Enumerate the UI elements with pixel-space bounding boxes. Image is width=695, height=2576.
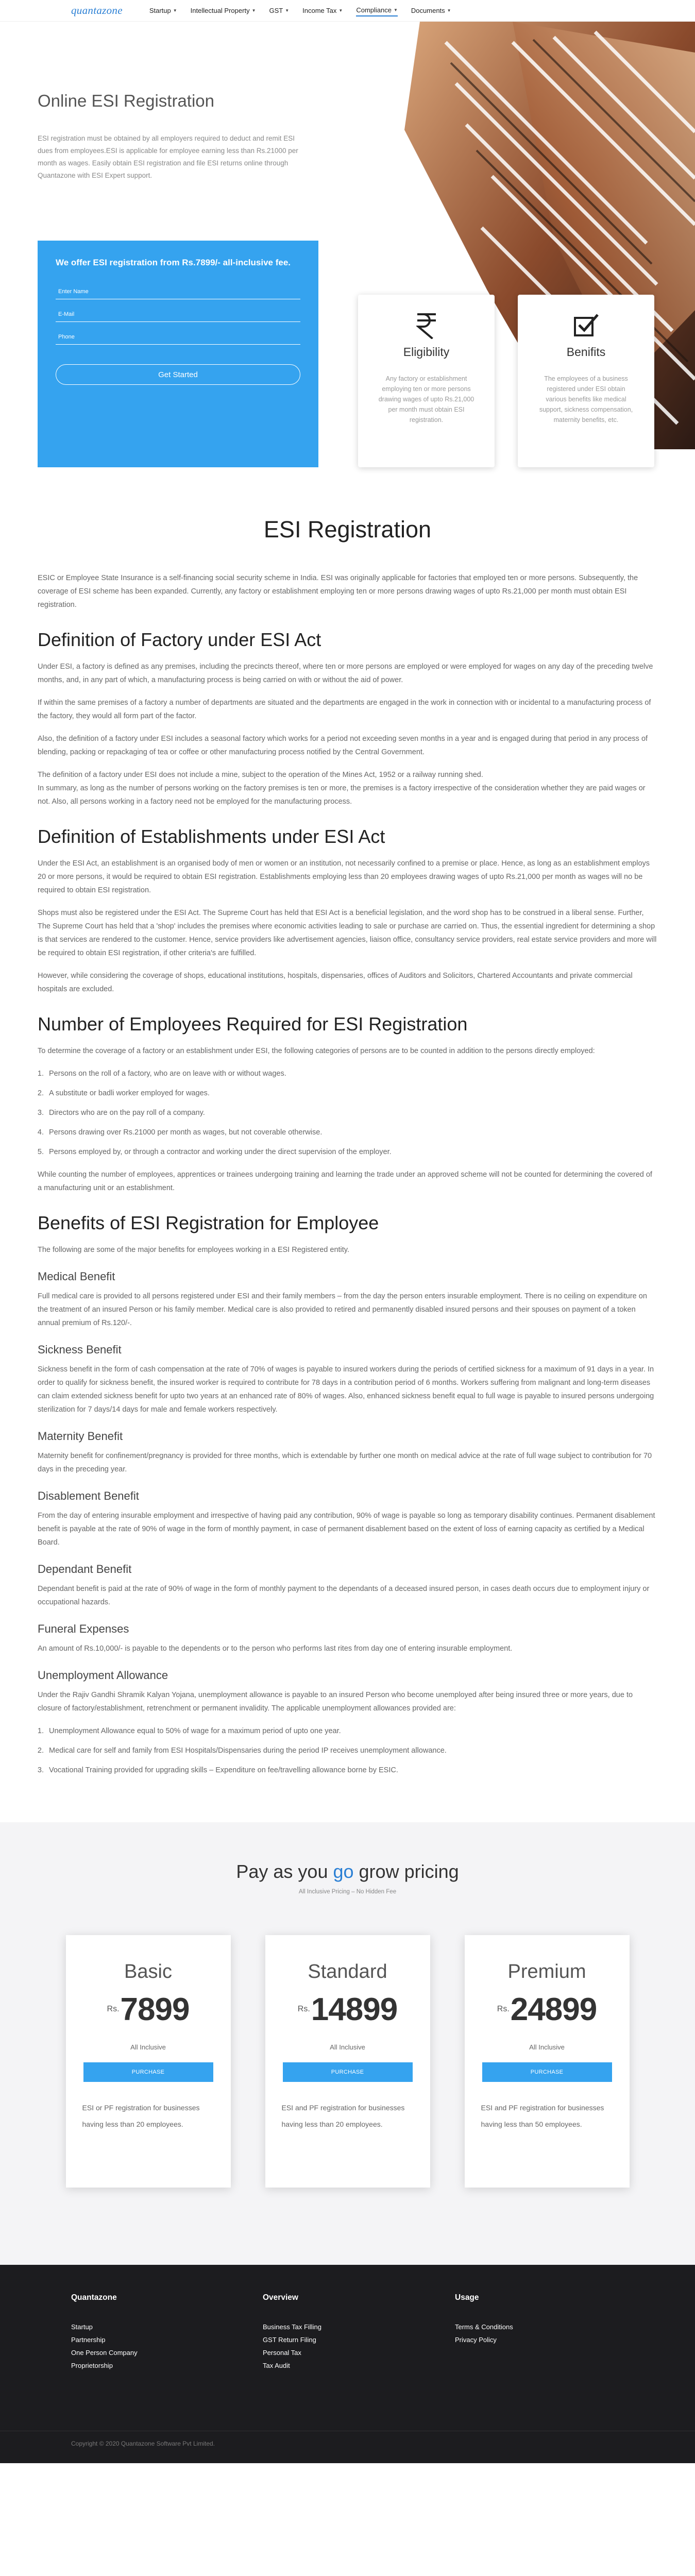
plan-inclusive: All Inclusive [330, 2043, 365, 2051]
card-text: The employees of a business registered under ESI obtain various benefits like medical support, sickness compensation, maternity benefits, etc. [539, 375, 633, 423]
chevron-down-icon: ▼ [338, 8, 343, 13]
plan-name: Standard [308, 1961, 387, 1982]
benefit-text: From the day of entering insurable employment and irrespective of having paid any contribution, 90% of wage is payable so long as temporary disability continues. Permanent disablement benefit is payable at the rate of 90% of wage in the form of monthly payment, in case of permanent disablement based on the extent of loss of earning capacity as certified by a Medical Board. [38, 1512, 655, 1547]
paragraph: Shops must also be registered under the ESI Act. The Supreme Court has held that ESI Act is a beneficial legislation, and the word shop has to be construed in a liberal sense. Further, The Supreme Court has held that a 'shop' includes the premises where economic activities leading to sale or purchase are carried on. Thus, the essential ingredient for determining a shop is that services are rendered to the customer. Hence, service providers like advertisement agencies, liaison office, consultancy service providers, real estate service providers and more will be required to obtain ESI registration, if other criteria's are fulfilled. [38, 909, 657, 957]
plan-card-premium [465, 1935, 630, 2188]
chevron-down-icon: ▼ [393, 8, 398, 12]
card-title: Eligibility [403, 345, 450, 359]
chevron-down-icon: ▼ [251, 8, 256, 13]
paragraph: Under the ESI Act, an establishment is an organised body of men or women or an institution, not necessarily confined to a premise or place. Hence, as long as an establishment employs 20 or more persons, it would be required to obtain ESI registration. Establishments employing less than 20 employees drawing wages of upto Rs.21,000 per month as wages will no be required to obtain ESI registration. [38, 859, 650, 894]
footer-col-overview [263, 2293, 321, 2375]
nav-item-documents[interactable]: Documents ▼ [411, 7, 451, 14]
nav-item-gst[interactable]: GST ▼ [269, 7, 290, 14]
hero-description: ESI registration must be obtained by all employers required to deduct and remit ESI dues from employees.ESI is applicable for employee earning less than Rs.21000 per month as wages. Easily obtain ESI registration and file ESI returns online through Quantazone with ESI Expert support. [38, 134, 298, 179]
unemployment-list [38, 1724, 657, 1777]
list-item: 3. Vocational Training provided for upgrading skills – Expenditure on fee/travelling allowance borne by ESIC. [46, 1764, 657, 1777]
plan-card-basic [66, 1935, 231, 2188]
plan-price: Rs. 7899 [107, 1992, 190, 2027]
list-item: 4. Persons drawing over Rs.21000 per month as wages, but not coverable otherwise. [46, 1126, 657, 1139]
plan-price: Rs. 14899 [297, 1992, 398, 2027]
employee-categories-list [38, 1067, 657, 1159]
top-navbar [0, 0, 695, 22]
purchase-button[interactable]: PURCHASE [283, 2062, 413, 2082]
nav-item-income-tax[interactable]: Income Tax ▼ [302, 7, 343, 14]
plan-inclusive: All Inclusive [130, 2043, 166, 2051]
footer-link[interactable]: Privacy Policy [455, 2336, 497, 2344]
benefit-text: An amount of Rs.10,000/- is payable to the dependents or to the person who performs last rites from day one of entering insurable employment. [38, 1645, 513, 1653]
phone-input[interactable]: Phone [56, 322, 300, 345]
nav-item-compliance[interactable]: Compliance ▼ [356, 5, 398, 16]
site-footer [0, 2265, 695, 2463]
benefits-heading: Benefits of ESI Registration for Employee [38, 1212, 379, 1233]
card-title: Benifits [566, 345, 606, 359]
benefit-text: Maternity benefit for confinement/pregnancy is provided for three months, which is extendable by further one month on medical advice at the rate of full wage subject to contribution for 70 days in the preceding year. [38, 1452, 652, 1473]
footer-link[interactable]: One Person Company [71, 2349, 138, 2357]
paragraph: While counting the number of employees, apprentices or trainees undergoing training and learning the trade under an approved scheme will not be counted for determining the covered of a manufacturing unit or an establishment. [38, 1171, 652, 1192]
benefit-text: Dependant benefit is paid at the rate of 90% of wage in the form of monthly payment to the dependants of a deceased insured person, in cases death occurs due to employment injury or occupational hazards. [38, 1585, 650, 1606]
get-started-button[interactable]: Get Started [56, 364, 300, 385]
footer-link[interactable]: Tax Audit [263, 2362, 290, 2369]
establishments-heading: Definition of Establishments under ESI Act [38, 826, 385, 847]
footer-heading: Quantazone [71, 2293, 117, 2302]
list-item: 2. Medical care for self and family from ESI Hospitals/Dispensaries during the period IP receives unemployment allowance. [46, 1744, 657, 1757]
benefits-card [518, 295, 654, 467]
paragraph: In summary, as long as the number of persons working on the factory premises is ten or more, the premises is a factory irrespective of the consideration whether they are paid wages or not. Also, all persons working in a factory need not be employed for the manufacturing process. [38, 784, 646, 806]
paragraph: However, while considering the coverage of shops, educational institutions, hospitals, dispensaries, offices of Auditors and Solicitors, Chartered Accountants and private commercial hospitals are excluded. [38, 972, 633, 993]
card-text: Any factory or establishment employing ten or more persons drawing wages of upto Rs.21,000 per month must obtain ESI registration. [378, 375, 474, 423]
benefit-title: Funeral Expenses [38, 1622, 129, 1635]
benefit-text: Under the Rajiv Gandhi Shramik Kalyan Yojana, unemployment allowance is payable to an insured Person who become unemployed after being insured three or more years, due to closure of factory/establishment, retrenchment or permanent invalidity. The applicable unemployment allowances provided are: [38, 1691, 633, 1713]
pricing-subtitle: All Inclusive Pricing – No Hidden Fee [298, 1889, 397, 1895]
nav-item-startup[interactable]: Startup ▼ [149, 7, 177, 14]
footer-link[interactable]: Terms & Conditions [455, 2323, 513, 2331]
lead-form [38, 241, 318, 467]
list-item: 1. Persons on the roll of a factory, who are on leave with or without wages. [46, 1067, 657, 1080]
footer-link[interactable]: GST Return Filing [263, 2336, 316, 2344]
plan-name: Basic [124, 1961, 172, 1982]
list-item: 2. A substitute or badli worker employed for wages. [46, 1087, 657, 1100]
footer-col-quantazone [71, 2293, 138, 2375]
intro-paragraph: ESIC or Employee State Insurance is a self-financing social security scheme in India. ESI was originally applicable for factories that employed ten or more persons. Subsequently, the coverage of ESI scheme has been expanded. Currently, any factory or establishment employing ten or more persons drawing wages of upto Rs.21,000 per month must obtain ESI registration. [38, 574, 638, 609]
brand-logo[interactable]: quantazone [71, 4, 123, 16]
paragraph: The following are some of the major benefits for employees working in a ESI Registered entity. [38, 1246, 349, 1254]
employees-heading: Number of Employees Required for ESI Registration [38, 1013, 468, 1035]
paragraph: To determine the coverage of a factory or an establishment under ESI, the following categories of persons are to be counted in addition to the persons directly employed: [38, 1047, 595, 1055]
nav-item-intellectual-property[interactable]: Intellectual Property ▼ [190, 7, 256, 14]
section-main-title: ESI Registration [263, 516, 432, 543]
footer-heading: Usage [455, 2293, 479, 2302]
copyright-text: Copyright © 2020 Quantazone Software Pvt Limited. [71, 2440, 215, 2447]
plan-name: Premium [507, 1961, 586, 1982]
factory-heading: Definition of Factory under ESI Act [38, 629, 321, 650]
plan-price: Rs. 24899 [497, 1992, 597, 2027]
paragraph: If within the same premises of a factory a number of departments are situated and the departments are engaged in the work in connection with or incidental to a manufacturing process of the factory, they would all form part of the factor. [38, 699, 651, 720]
footer-link[interactable]: Startup [71, 2323, 93, 2331]
benefit-text: Sickness benefit in the form of cash compensation at the rate of 70% of wages is payable to insured workers during the periods of certified sickness for a maximum of 91 days in a year. In order to qualify for sickness benefit, the insured worker is required to contribute for 78 days in a contribution period of 6 months. Workers suffering from malignant and long-term diseases can claim extended sickness benefit for upto two years at an enhanced rate of 80% of wages. Also, enhanced sickness benefit equal to full wage is payable to insured persons undergoing sterilization for 7 days/14 days for male and female workers respectively. [38, 1365, 654, 1414]
list-item: 3. Directors who are on the pay roll of a company. [46, 1106, 657, 1120]
benefit-title: Unemployment Allowance [38, 1669, 168, 1682]
benefit-text: Full medical care is provided to all persons registered under ESI and their family members – from the day the person enters insurable employment. There is no ceiling on expenditure on the treatment of an insured Person or his family member. Medical care is also provided to retired and permanently disabled insured persons and their spouses on payment of a token annual premium of Rs.120/-. [38, 1292, 647, 1327]
benefit-title: Medical Benefit [38, 1270, 115, 1283]
benefit-title: Sickness Benefit [38, 1343, 122, 1356]
plan-description: ESI and PF registration for businesses having less than 20 employees. [281, 2104, 405, 2128]
purchase-button[interactable]: PURCHASE [482, 2062, 612, 2082]
name-input[interactable]: Enter Name [56, 277, 300, 299]
rupee-icon [358, 310, 495, 341]
footer-heading: Overview [263, 2293, 298, 2302]
article-content [0, 516, 695, 1777]
hero-section [0, 22, 695, 475]
benefit-title: Dependant Benefit [38, 1563, 132, 1575]
plans-row [0, 1935, 695, 2188]
footer-col-usage [455, 2293, 513, 2349]
footer-link[interactable]: Proprietorship [71, 2362, 113, 2369]
paragraph: Also, the definition of a factory under ESI includes a seasonal factory which works for a period not exceeding seven months in a year and is engaged during that period in any process of blending, packing or repackaging of tea or coffee or other manufacturing process notified by the Central Government. [38, 735, 648, 756]
list-item: 1. Unemployment Allowance equal to 50% of wage for a maximum period of upto one year. [46, 1724, 657, 1738]
page-title: Online ESI Registration [38, 91, 215, 110]
footer-link[interactable]: Business Tax Filling [263, 2323, 321, 2331]
pricing-title: Pay as you go grow pricing [236, 1861, 459, 1882]
pricing-section [0, 1822, 695, 2265]
list-item: 5. Persons employed by, or through a contractor and working under the direct supervision of the employer. [46, 1145, 657, 1159]
footer-link[interactable]: Personal Tax [263, 2349, 301, 2357]
plan-description: ESI or PF registration for businesses having less than 20 employees. [82, 2104, 200, 2128]
benefit-title: Disablement Benefit [38, 1489, 139, 1502]
plan-inclusive: All Inclusive [529, 2043, 565, 2051]
paragraph: Under ESI, a factory is defined as any premises, including the precincts thereof, where ten or more persons are employed or were employed for wages on any day of the preceding twelve months, and, in any part of which, a manufacturing process is being carried on with or without the aid of power. [38, 663, 653, 684]
plan-description: ESI and PF registration for businesses having less than 50 employees. [481, 2104, 604, 2128]
eligibility-card [358, 295, 495, 467]
form-title: We offer ESI registration from Rs.7899/- all-inclusive fee. [56, 258, 291, 267]
benefit-title: Maternity Benefit [38, 1430, 123, 1443]
purchase-button[interactable]: PURCHASE [83, 2062, 213, 2082]
checkbox-icon [518, 310, 654, 341]
chevron-down-icon: ▼ [173, 8, 177, 13]
footer-link[interactable]: Partnership [71, 2336, 106, 2344]
chevron-down-icon: ▼ [285, 8, 290, 13]
paragraph: The definition of a factory under ESI does not include a mine, subject to the operation of the Mines Act, 1952 or a railway running shed. [38, 771, 483, 779]
email-input[interactable]: E-Mail [56, 299, 300, 322]
plan-card-standard [265, 1935, 430, 2188]
chevron-down-icon: ▼ [447, 8, 451, 13]
